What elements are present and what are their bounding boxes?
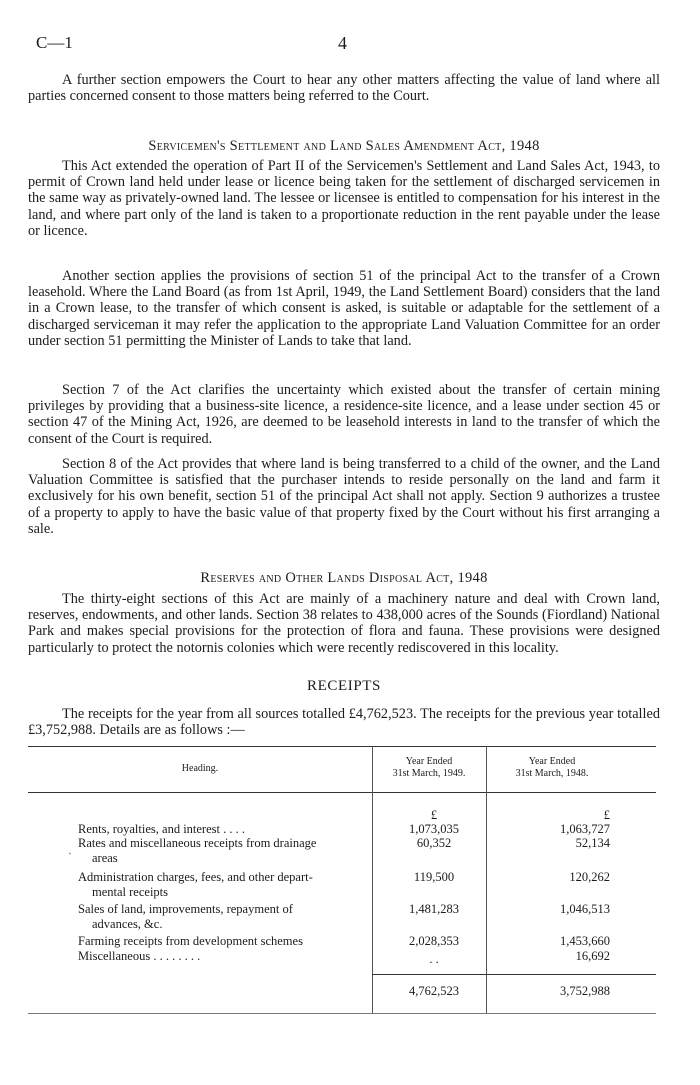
table-cell-1948: 1,063,727 [560, 822, 610, 836]
table-cell-1948: 1,046,513 [560, 902, 610, 916]
currency-symbol-1948: £ [603, 808, 610, 822]
receipts-paragraph: The receipts for the year from all sources totalled £4,762,523. The receipts for the previous year totalled £3,752,988. Details are as follows :— [28, 706, 660, 739]
intro-paragraph: A further section empowers the Court to hear any other matters affecting the value of land where all parties concerned consent to those matters being referred to the Court. [28, 72, 660, 105]
page-number: 4 [338, 33, 347, 53]
table-cell-1949: 119,500 [413, 870, 455, 884]
section-heading-servicemen-act: Servicemen's Settlement and Land Sales Amendment Act, 1948 [148, 138, 540, 154]
table-header-rule [28, 792, 656, 793]
column-header-1948 [486, 756, 618, 780]
column-header-heading: Heading. [181, 763, 219, 774]
table-row-label-line2: mental receipts [92, 884, 169, 899]
totals-rule [372, 974, 656, 975]
table-row-label [78, 836, 368, 865]
table-row-label [78, 902, 368, 931]
paragraph-servicemen-2: Another section applies the provisions of section 51 of the principal Act to the transfer of a Crown leasehold. Where the Land Board (as from 1st April, 1949, the Land Settlement Board) considers that the land in a Crown lease, to the transfer of which consent is asked, is suitable or adaptable for the settlement of a discharged serviceman it may refer the application to the appropriate Land Valuation Committee for an order under section 51 permitting the Minister of Lands to take that land. [28, 268, 660, 349]
table-row-label [78, 870, 368, 899]
table-cell-1949: 2,028,353 [409, 934, 459, 948]
column-divider-1 [372, 746, 373, 1013]
table-row-label-line1: Rates and miscellaneous receipts from drainage [78, 836, 317, 850]
column-header-1948-line2: 31st March, 1948. [515, 768, 589, 779]
column-header-1949 [372, 756, 486, 780]
total-1948: 3,752,988 [560, 984, 610, 998]
paragraph-servicemen-4: Section 8 of the Act provides that where land is being transferred to a child of the owner, and the Land Valuation Committee is satisfied that the purchaser intends to reside personally on the land and farm it exclusively for his own benefit, section 51 of the principal Act shall not apply. Section 9 authorizes a trustee of a property to apply to have the basic value of that property fixed by the Court without his first arranging a sale. [28, 456, 660, 537]
document-reference: C—1 [36, 33, 73, 52]
table-bottom-rule [28, 1013, 656, 1014]
receipts-title: RECEIPTS [307, 678, 381, 694]
table-cell-1949: 1,481,283 [409, 902, 459, 916]
currency-symbol-1949: £ [430, 808, 438, 822]
table-cell-1948: 52,134 [575, 836, 610, 850]
paragraph-servicemen-1: This Act extended the operation of Part II of the Servicemen's Settlement and Land Sales Act, 1943, to permit of Crown land held under lease or licence being taken for the settlement of discharged servicemen in the same way as privately-owned land. The lessee or licensee is entitled to compensation for his interest in the land, and where part only of the land is taken to a proportionate reduction in the rent payable under the lease or licence. [28, 158, 660, 239]
table-row-label-line1: Administration charges, fees, and other depart- [78, 870, 313, 884]
receipts-table [28, 746, 656, 1026]
table-cell-1948: 1,453,660 [560, 934, 610, 948]
table-cell-1948: 120,262 [569, 870, 610, 884]
paragraph-servicemen-3: Section 7 of the Act clarifies the uncertainty which existed about the transfer of certain mining privileges by providing that a business-site licence, a residence-site licence, and a lease under section 45 or section 47 of the Mining Act, 1926, are deemed to be leasehold interests in land to the transfer of which the consent of the Court is required. [28, 382, 660, 447]
column-header-1948-line1: Year Ended [528, 756, 576, 767]
table-row-label: Farming receipts from development schemes [78, 934, 303, 948]
paragraph-reserves: The thirty-eight sections of this Act are mainly of a machinery nature and deal with Crown land, reserves, endowments, and other lands. Section 38 relates to 438,000 acres of the Sounds (Fiordland) National Park and makes special provisions for the protection of flora and fauna. These provisions were designed particularly to protect the notornis colonies which were recently rediscovered in this locality. [28, 591, 660, 656]
table-top-rule [28, 746, 656, 747]
table-row-label: Rents, royalties, and interest . . . . [78, 822, 245, 836]
table-row-label-line2: advances, &c. [92, 916, 163, 931]
table-cell-1949: 1,073,035 [409, 822, 459, 836]
column-header-1949-line1: Year Ended [405, 756, 453, 767]
column-header-1949-line2: 31st March, 1949. [392, 768, 466, 779]
table-cell-1948: 16,692 [575, 949, 610, 963]
total-1949: 4,762,523 [409, 984, 459, 998]
table-row-label: Miscellaneous . . . . . . . . [78, 949, 201, 963]
table-row-label-line1: Sales of land, improvements, repayment of [78, 902, 293, 916]
table-cell-1949: 60,352 [416, 836, 452, 850]
table-cell-1949: . . [429, 952, 439, 966]
stray-mark: ` [68, 850, 72, 864]
table-row-label-line2: areas [92, 850, 118, 865]
section-heading-reserves-act: Reserves and Other Lands Disposal Act, 1948 [200, 570, 488, 586]
